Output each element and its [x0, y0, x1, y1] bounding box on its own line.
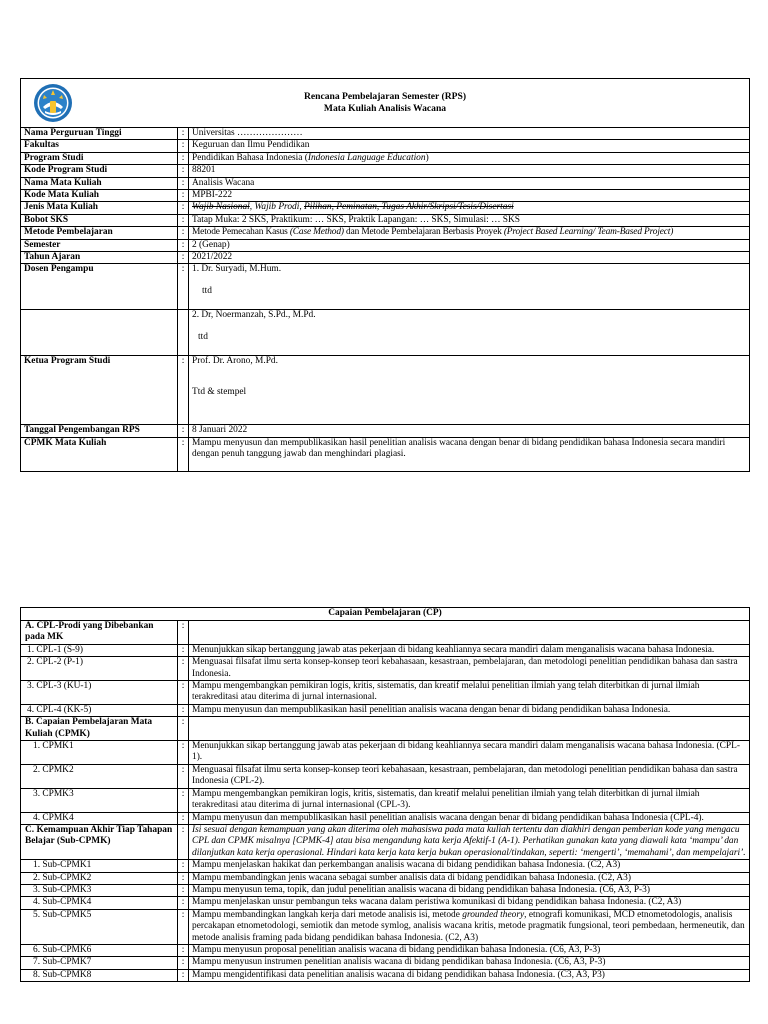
- cpl-text: Menguasai filsafat ilmu serta konsep-konsep teori kebahasaan, kesastraan, pembelajaran, dan metodologi penelitian pendidikan bahasa dan sastra Indonesia.: [189, 657, 750, 681]
- rps-title: Rencana Pembelajaran Semester (RPS): [303, 91, 467, 102]
- separator: :: [178, 152, 189, 164]
- separator: :: [178, 252, 189, 264]
- sub-cpmk-text: Mampu mengidentifikasi data penelitian analisis wacana di bidang pendidikan bahasa Indonesia. (C3, A3, P3): [189, 969, 750, 981]
- field-value: 8 Januari 2022: [189, 425, 750, 437]
- empty-cell: [189, 621, 750, 645]
- sub-cpmk-label: 1. Sub-CPMK1: [21, 860, 178, 872]
- separator: :: [178, 681, 189, 705]
- separator: :: [178, 264, 189, 310]
- separator: :: [178, 788, 189, 812]
- text-part: Mampu membandingkan langkah kerja dari metode analisis isi, metode: [192, 909, 463, 920]
- separator: :: [178, 644, 189, 656]
- signature-text: Ttd & stempel: [192, 386, 247, 397]
- cpmk-label: 3. CPMK3: [21, 788, 178, 812]
- field-value: Tatap Muka: 2 SKS, Praktikum: … SKS, Praktik Lapangan: … SKS, Simulasi: … SKS: [189, 214, 750, 226]
- separator: :: [178, 190, 189, 202]
- sub-cpmk-label: 3. Sub-CPMK3: [21, 884, 178, 896]
- sub-cpmk-text: Mampu menjelaskan unsur pembangun teks wacana dalam peristiwa komunikasi di bidang pendidikan bahasa Indonesia. (C2, A3): [189, 897, 750, 909]
- field-label: Tanggal Pengembangan RPS: [21, 425, 178, 437]
- field-label: Nama Mata Kuliah: [21, 177, 178, 189]
- separator: :: [178, 356, 189, 425]
- separator: :: [178, 128, 189, 140]
- cpl-text: Menunjukkan sikap bertanggung jawab atas pekerjaan di bidang keahliannya secara mandiri dalam menganalisis wacana bahasa Indonesia.: [189, 644, 750, 656]
- separator: :: [178, 202, 189, 214]
- cpl-label: 3. CPL-3 (KU-1): [21, 681, 178, 705]
- field-label: Kode Mata Kuliah: [21, 190, 178, 202]
- sub-cpmk-text: Mampu menyusun tema, topik, dan judul penelitian analisis wacana di bidang pendidikan bahasa Indonesia. (C6, A3, P-3): [189, 884, 750, 896]
- field-label: Dosen Pengampu: [21, 264, 178, 310]
- field-value: [189, 202, 750, 214]
- separator: :: [178, 872, 189, 884]
- field-value: Mampu menyusun dan mempublikasikan hasil penelitian analisis wacana dengan benar di bidang pendidikan bahasa Indonesia secara mandiri dengan penuh tanggung jawab dan menghindari plagiasi.: [189, 437, 750, 471]
- cpmk-text: Mampu menyusun dan mempublikasikan hasil penelitian analisis wacana dengan benar di bidang pendidikan bahasa Indonesia (CPL-4).: [189, 812, 750, 824]
- cpl-label: 1. CPL-1 (S-9): [21, 644, 178, 656]
- cpmk-label: 2. CPMK2: [21, 764, 178, 788]
- cpl-label: 4. CPL-4 (KK-5): [21, 704, 178, 716]
- field-value: Keguruan dan Ilmu Pendidikan: [189, 140, 750, 152]
- separator-empty: [178, 310, 189, 356]
- field-value: 2 (Genap): [189, 239, 750, 251]
- cp-title: Capaian Pembelajaran (CP): [21, 608, 750, 621]
- separator: :: [178, 944, 189, 956]
- struck-option: Pilihan, Peminatan, Tugas Akhir/Skripsi/Tesis/Disertasi: [304, 202, 514, 213]
- separator: :: [178, 177, 189, 189]
- sub-cpmk-text: Mampu menjelaskan hakikat dan perkembangan analisis wacana di bidang pendidikan bahasa Indonesia. (C2, A3): [189, 860, 750, 872]
- field-value: Analisis Wacana: [189, 177, 750, 189]
- separator: :: [178, 657, 189, 681]
- separator: :: [178, 969, 189, 981]
- instruction-note: Isi sesuai dengan kemampuan yang akan diterima oleh mahasiswa pada mata kuliah tertentu dan diakhiri dengan pemberian kode yang mengacu CPL dan CPMK misalnya [CPMK-4] atau bisa mengandung kata kerja Afektif-1 (A-1). Perhatikan gunakan kata yang diawali kata ‘mampu’ dan dilanjutkan kata kerja operasional. Hindari kata kerja kata kerja bukan operasional/tindakan, seperti: ‘mengerti’, ‘memahami’, dan mempelajari’.: [189, 824, 750, 859]
- separator: :: [178, 812, 189, 824]
- field-value: [189, 356, 750, 425]
- sub-cpmk-label: 6. Sub-CPMK6: [21, 944, 178, 956]
- field-label: Nama Perguruan Tinggi: [21, 128, 178, 140]
- course-title: Mata Kuliah Analisis Wacana: [323, 103, 447, 114]
- separator: :: [178, 824, 189, 859]
- sub-cpmk-label: 2. Sub-CPMK2: [21, 872, 178, 884]
- rps-header: [21, 79, 750, 128]
- value-part: ): [425, 152, 429, 163]
- struck-option: Wajib Nasional: [192, 202, 250, 213]
- sub-cpmk-text: Mampu membandingkan jenis wacana sebagai sumber analisis data di bidang pendidikan bahasa Indonesia. (C2, A3): [189, 872, 750, 884]
- separator: :: [178, 425, 189, 437]
- field-label: Tahun Ajaran: [21, 252, 178, 264]
- sub-cpmk-text: [189, 909, 750, 944]
- lecturer-name: 1. Dr. Suryadi, M.Hum.: [192, 264, 282, 275]
- sub-cpmk-label: 4. Sub-CPMK4: [21, 897, 178, 909]
- sub-cpmk-label: 8. Sub-CPMK8: [21, 969, 178, 981]
- separator: :: [178, 860, 189, 872]
- text-part-italic: grounded theory: [462, 909, 525, 920]
- field-label: Program Studi: [21, 152, 178, 164]
- field-label: Jenis Mata Kuliah: [21, 202, 178, 214]
- separator: :: [178, 897, 189, 909]
- cpl-text: Mampu mengembangkan pemikiran logis, kritis, sistematis, dan kreatif melalui penelitian ilmiah yang telah diterbitkan di jurnal ilmiah terakreditasi atau diterima di jurnal internasional.: [189, 681, 750, 705]
- sub-cpmk-text: Mampu menyusun instrumen penelitian analisis wacana di bidang pendidikan bahasa Indonesia. (C6, A3, P-3): [189, 957, 750, 969]
- separator: :: [178, 717, 189, 741]
- section-heading: C. Kemampuan Akhir Tiap Tahapan Belajar (Sub-CPMK): [21, 824, 178, 859]
- field-label: Ketua Program Studi: [21, 356, 178, 425]
- separator: :: [178, 621, 189, 645]
- value-part-italic: (Case Method): [289, 227, 344, 238]
- signature-text: ttd: [202, 285, 212, 296]
- field-value: [189, 152, 750, 164]
- separator: :: [178, 764, 189, 788]
- separator: :: [178, 214, 189, 226]
- empty-label: [21, 310, 178, 356]
- tut-wuri-handayani-logo-icon: [33, 83, 73, 123]
- value-part: Metode Pemecahan Kasus: [192, 227, 290, 238]
- value-part: Pendidikan Bahasa Indonesia (: [192, 152, 308, 163]
- separator: :: [178, 437, 189, 471]
- cpmk-label: 4. CPMK4: [21, 812, 178, 824]
- field-value: [189, 310, 750, 356]
- separator: :: [178, 704, 189, 716]
- field-value: [189, 264, 750, 310]
- cpmk-text: Mampu mengembangkan pemikiran logis, kritis, sistematis, dan kreatif melalui penelitian ilmiah yang telah diterbitkan di jurnal ilmiah terakreditasi atau diterima di jurnal internasional (CPL-3).: [189, 788, 750, 812]
- field-value: 2021/2022: [189, 252, 750, 264]
- selected-option: , Wajib Prodi,: [249, 202, 305, 213]
- field-value: Universitas …………………: [189, 128, 750, 140]
- field-label: Fakultas: [21, 140, 178, 152]
- cpmk-label: 1. CPMK1: [21, 741, 178, 765]
- separator: :: [178, 741, 189, 765]
- cpl-label: 2. CPL-2 (P-1): [21, 657, 178, 681]
- field-value: MPBI-222: [189, 190, 750, 202]
- value-part: dan Metode Pembelajaran Berbasis Proyek: [343, 227, 504, 238]
- separator: :: [178, 165, 189, 177]
- separator: :: [178, 239, 189, 251]
- field-value: 88201: [189, 165, 750, 177]
- separator: :: [178, 140, 189, 152]
- field-value: [189, 227, 750, 239]
- separator: :: [178, 957, 189, 969]
- rps-identity-table: [20, 78, 750, 472]
- field-label: CPMK Mata Kuliah: [21, 437, 178, 471]
- separator: :: [178, 227, 189, 239]
- value-part-italic: Indonesia Language Education: [307, 152, 426, 163]
- cpmk-text: Menunjukkan sikap bertanggung jawab atas pekerjaan di bidang keahliannya secara mandiri dalam menganalisis wacana bahasa Indonesia. (CPL-1).: [189, 741, 750, 765]
- field-label: Kode Program Studi: [21, 165, 178, 177]
- separator: :: [178, 909, 189, 944]
- sub-cpmk-text: Mampu menyusun proposal penelitian analisis wacana di bidang pendidikan bahasa Indonesia. (C6, A3, P-3): [189, 944, 750, 956]
- cpmk-text: Menguasai filsafat ilmu serta konsep-konsep teori kebahasaan, kesastraan, pembelajaran, dan metodologi penelitian pendidikan bahasa dan sastra Indonesia (CPL-2).: [189, 764, 750, 788]
- lecturer-name: 2. Dr, Noermanzah, S.Pd., M.Pd.: [192, 310, 316, 321]
- signature-text: ttd: [198, 331, 208, 342]
- cpl-text: Mampu menyusun dan mempublikasikan hasil penelitian analisis wacana dengan benar di bidang pendidikan bahasa Indonesia.: [189, 704, 750, 716]
- empty-cell: [189, 717, 750, 741]
- head-name: Prof. Dr. Arono, M.Pd.: [192, 356, 278, 367]
- separator: :: [178, 884, 189, 896]
- text-part: , etnografi komunikasi, MCD etnometodologis, analisis percakapan etnometodologi, semiotik dan metode symlog, analisis wacana kritis, metode pragmatik fungsional, teori pembedaan, hermeneutik, dan metode analisis framing pada bidang pendidikan bahasa Indonesia. (C2, A3): [192, 909, 745, 943]
- cp-table: [20, 607, 750, 982]
- sub-cpmk-label: 5. Sub-CPMK5: [21, 909, 178, 944]
- sub-cpmk-label: 7. Sub-CPMK7: [21, 957, 178, 969]
- field-label: Semester: [21, 239, 178, 251]
- field-label: Bobot SKS: [21, 214, 178, 226]
- section-heading: B. Capaian Pembelajaran Mata Kuliah (CPMK): [21, 717, 178, 741]
- value-part-italic: (Project Based Learning/ Team-Based Project): [503, 227, 674, 238]
- section-heading: A. CPL-Prodi yang Dibebankan pada MK: [21, 621, 178, 645]
- field-label: Metode Pembelajaran: [21, 227, 178, 239]
